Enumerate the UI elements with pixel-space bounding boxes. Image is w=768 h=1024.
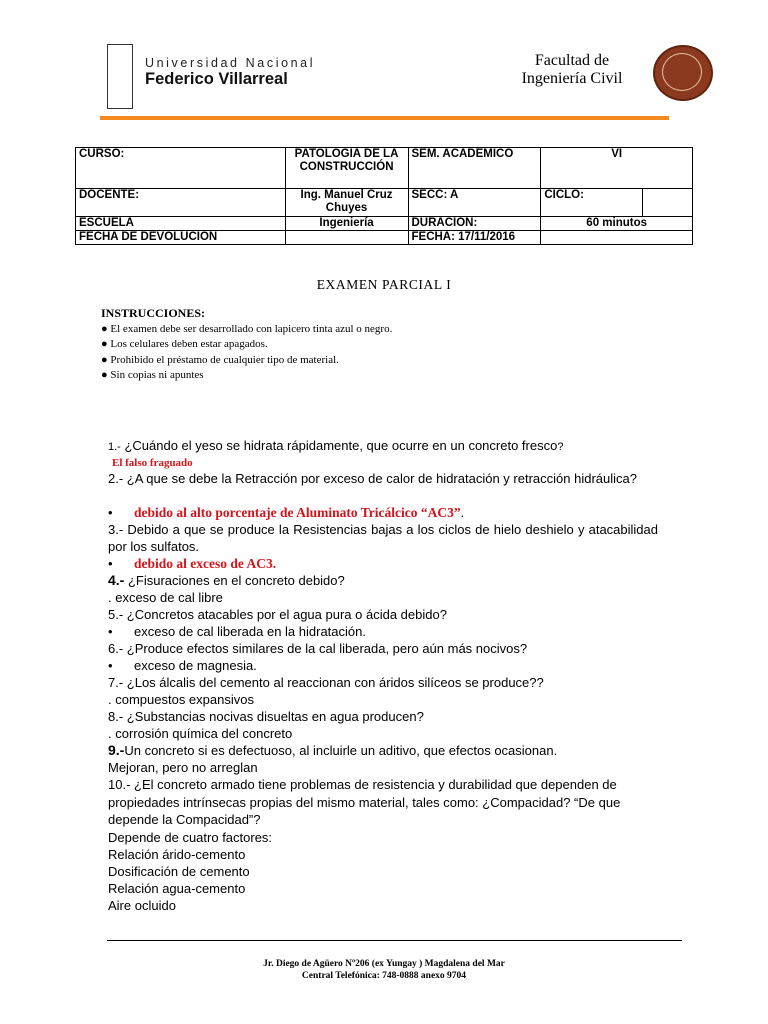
exam-title: EXAMEN PARCIAL I <box>316 277 452 292</box>
curso-label: CURSO: <box>76 148 286 189</box>
answer-7: . compuestos expansivos <box>108 692 254 707</box>
instructions-heading: INSTRUCCIONES: <box>101 306 206 320</box>
bullet-icon: • <box>108 658 113 673</box>
answer-end: . <box>460 505 465 520</box>
question-text: ¿Cuándo el yeso se hidrata rápidamente, que ocurre en un concreto fresco <box>120 438 558 453</box>
bullet-icon: ● <box>101 322 111 335</box>
instruction-text: Los celulares deben estar apagados. <box>110 338 268 350</box>
question-4 <box>108 572 658 589</box>
answer-text: exceso de cal liberada en la hidratación. <box>134 624 366 639</box>
question-6: 6.- ¿Produce efectos similares de la cal liberada, pero aún más nocivos? <box>108 641 528 656</box>
question-text: ¿Fisuraciones en el concreto debido? <box>124 573 345 588</box>
bullet-icon: • <box>108 505 113 520</box>
duracion-value: 60 minutos <box>541 217 693 231</box>
sem-value: VI <box>541 148 693 189</box>
answer-text: debido al exceso de AC3. <box>134 556 277 571</box>
answer-3 <box>108 555 658 572</box>
escuela-label: ESCUELA <box>76 217 286 231</box>
bullet-icon: • <box>108 624 113 639</box>
answer-10-item: Dosificación de cemento <box>108 863 250 879</box>
answer-9: Mejoran, pero no arreglan <box>108 760 258 775</box>
instruction-item <box>101 368 392 384</box>
answer-text: exceso de magnesia. <box>134 658 257 673</box>
footer-line1: Jr. Diego de Agüero Nº206 (ex Yungay ) Magdalena del Mar <box>263 959 505 969</box>
instruction-item <box>101 353 392 369</box>
instruction-item <box>101 337 392 353</box>
header-divider <box>100 116 669 120</box>
exam-questions <box>108 437 658 914</box>
escuela-value: Ingeniería <box>285 217 408 231</box>
instruction-text: El examen debe ser desarrollado con lapicero tinta azul o negro. <box>110 322 393 335</box>
question-end: ? <box>557 441 564 453</box>
question-3: 3.- Debido a que se produce la Resistencias bajas a los ciclos de hielo deshielo y atacabilidad por los sulfatos. <box>108 522 658 554</box>
answer-10-item: Aire ocluido <box>108 897 176 913</box>
question-number: 4.- <box>108 572 125 588</box>
faculty-line2: Ingeniería Civil <box>521 70 623 87</box>
footer-divider <box>107 940 682 941</box>
university-logo <box>107 44 133 109</box>
curso-value: PATOLOGIA DE LA CONSTRUCCIÓN <box>285 148 408 189</box>
faculty-seal-ring <box>662 53 702 91</box>
sem-label: SEM. ACADEMICO <box>408 148 541 189</box>
question-5: 5.- ¿Concretos atacables por el agua pura o ácida debido? <box>108 607 447 622</box>
ciclo-value <box>643 189 693 217</box>
secc-label: SECC: A <box>408 189 541 217</box>
bullet-icon: ● <box>101 369 111 381</box>
answer-text: El falso fraguado <box>112 457 193 469</box>
docente-label: DOCENTE: <box>76 189 286 217</box>
faculty-line1: Facultad de <box>534 52 610 69</box>
fecha-label: FECHA: 17/11/2016 <box>408 231 541 245</box>
fecha-devolucion-label: FECHA DE DEVOLUCION <box>76 231 286 245</box>
question-7: 7.- ¿Los álcalis del cemento al reaccionan con áridos silíceos se produce?? <box>108 675 544 690</box>
instruction-text: Prohibido el préstamo de cualquier tipo de material. <box>110 353 339 366</box>
answer-8: . corrosión química del concreto <box>108 726 293 741</box>
docente-value: Ing. Manuel Cruz Chuyes <box>285 189 408 217</box>
answer-2 <box>108 504 658 521</box>
instructions-block <box>101 306 392 384</box>
bullet-icon: ● <box>101 353 111 366</box>
instruction-text: Sin copias ni apuntes <box>110 369 204 381</box>
bullet-icon: • <box>108 556 113 571</box>
answer-10-item: Relación árido-cemento <box>108 846 246 862</box>
answer-4: . exceso de cal libre <box>108 590 223 605</box>
footer-line2: Central Telefónica: 748-0888 anexo 9704 <box>301 971 467 981</box>
question-text: Un concreto si es defectuoso, al incluirle un aditivo, que efectos ocasionan. <box>124 743 558 758</box>
question-9 <box>108 742 658 759</box>
question-10: 10.- ¿El concreto armado tiene problemas de resistencia y durabilidad que dependen de propiedades intrínsecas propias del mismo material, tales como: ¿Compacidad? “De que depende la Compacidad”? <box>108 777 621 827</box>
fecha-devolucion-value <box>285 231 408 245</box>
answer-10-intro: Depende de cuatro factores: <box>108 829 273 845</box>
question-8: 8.- ¿Substancias nocivas disueltas en agua producen? <box>108 709 424 724</box>
ciclo-label: CICLO: <box>541 189 643 217</box>
answer-text: debido al alto porcentaje de Aluminato Tricálcico “AC3” <box>134 505 461 520</box>
university-name-line1: Universidad Nacional <box>145 56 316 70</box>
faculty-title <box>512 52 632 88</box>
question-1 <box>108 437 658 456</box>
answer-1 <box>108 455 658 470</box>
answer-6 <box>108 657 658 674</box>
bullet-icon: ● <box>101 338 111 350</box>
instruction-item <box>101 322 392 338</box>
question-2: 2.- ¿A que se debe la Retracción por exceso de calor de hidratación y retracción hidráulica? <box>108 471 637 486</box>
question-number: 1.- <box>108 441 121 453</box>
answer-5 <box>108 623 658 640</box>
duracion-label: DURACION: <box>408 217 541 231</box>
course-info-table <box>75 147 693 245</box>
fecha-extra <box>541 231 693 245</box>
footer-address <box>0 958 768 982</box>
answer-10-item: Relación agua-cemento <box>108 880 246 896</box>
university-name-line2: Federico Villarreal <box>145 70 288 88</box>
question-number: 9.- <box>108 742 125 758</box>
